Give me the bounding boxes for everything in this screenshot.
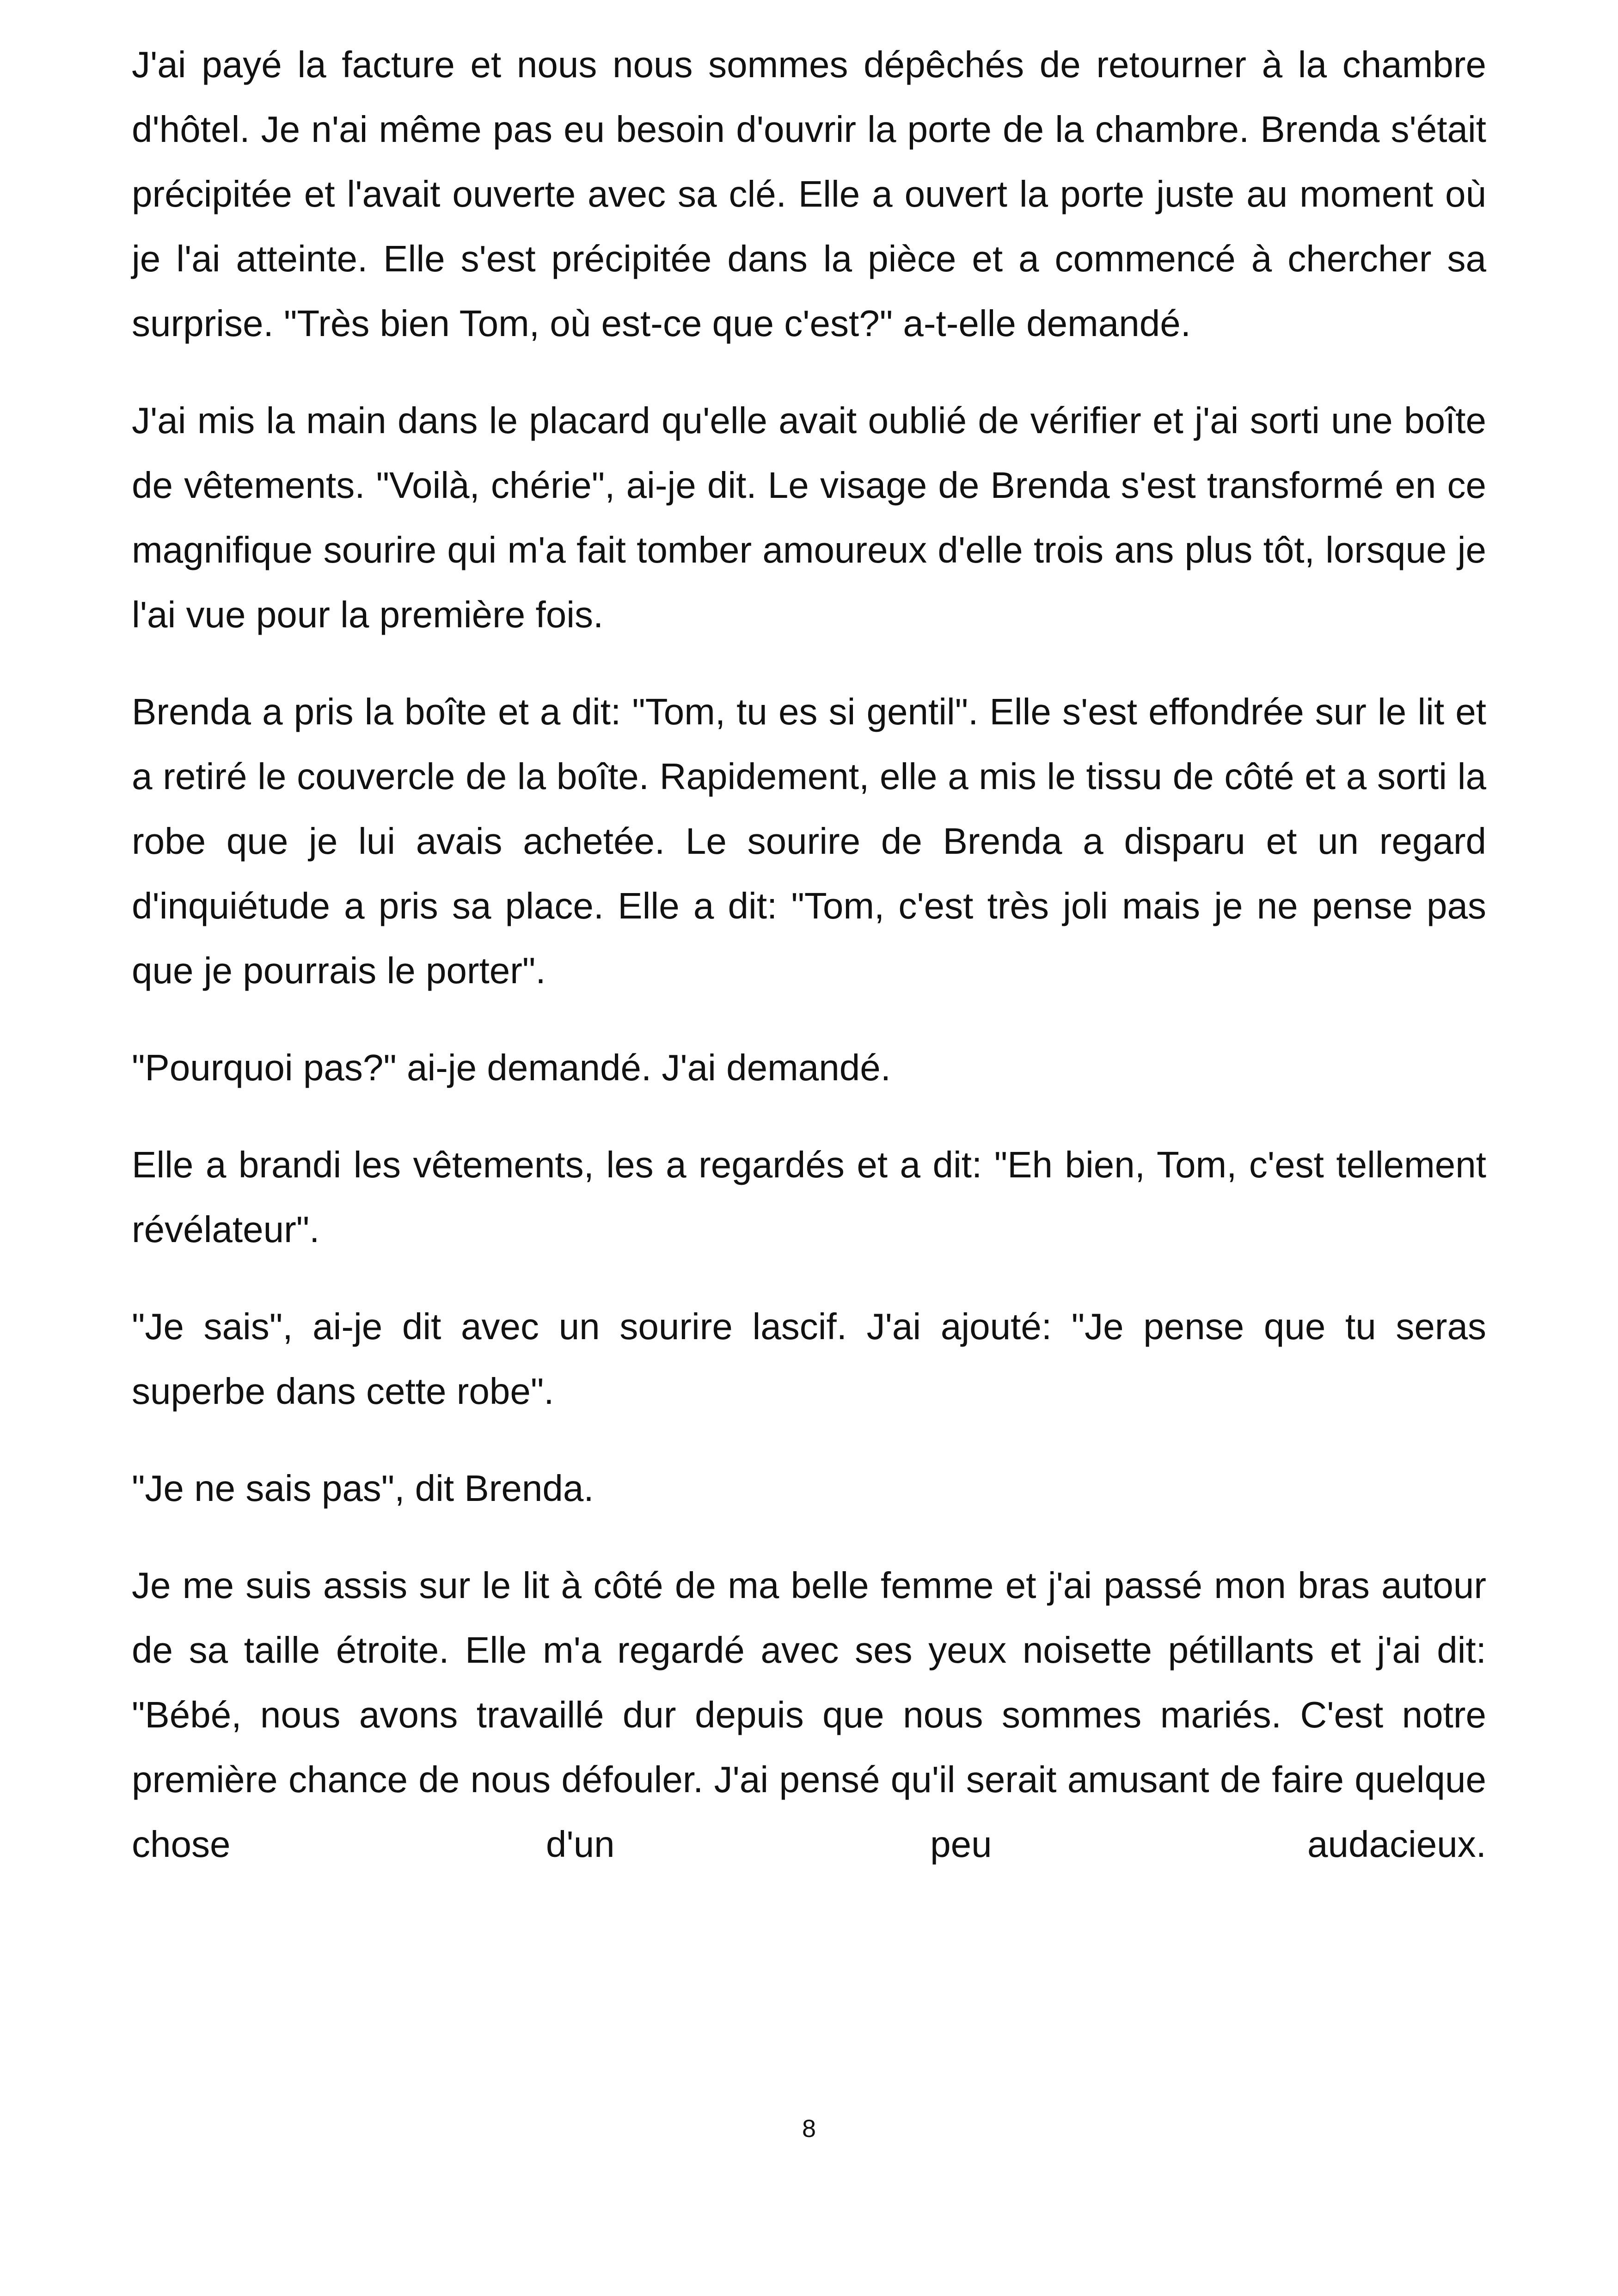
paragraph-2: J'ai mis la main dans le placard qu'elle avait oublié de vérifier et j'ai sorti une boîte de vêtements. "Voilà, chérie", ai-je dit. Le visage de Brenda s'est transformé en ce magnifique sourire qui m'a fait tomber amoureux d'elle trois ans plus tôt, lorsque je l'ai vue pour la première fois. — [132, 400, 1486, 635]
paragraph-4: "Pourquoi pas?" ai-je demandé. J'ai demandé. — [132, 1047, 891, 1088]
paragraph-6: "Je sais", ai-je dit avec un sourire lascif. J'ai ajouté: "Je pense que tu seras superbe dans cette robe". — [132, 1306, 1486, 1412]
paragraph-3: Brenda a pris la boîte et a dit: "Tom, tu es si gentil". Elle s'est effondrée sur le lit et a retiré le couvercle de la boîte. Rapidement, elle a mis le tissu de côté et a sorti la robe que je lui avais achetée. Le sourire de Brenda a disparu et un regard d'inquiétude a pris sa place. Elle a dit: "Tom, c'est très joli mais je ne pense pas que je pourrais le porter". — [132, 691, 1486, 991]
paragraph-5: Elle a brandi les vêtements, les a regardés et a dit: "Eh bien, Tom, c'est tellement révélateur". — [132, 1144, 1486, 1250]
page-number: 8 — [802, 2115, 816, 2143]
paragraph-1: J'ai payé la facture et nous nous sommes dépêchés de retourner à la chambre d'hôtel. Je n'ai même pas eu besoin d'ouvrir la porte de la chambre. Brenda s'était précipitée et l'avait ouverte avec sa clé. Elle a ouvert la porte juste au moment où je l'ai atteinte. Elle s'est précipitée dans la pièce et a commencé à chercher sa surprise. "Très bien Tom, où est-ce que c'est?" a-t-elle demandé. — [132, 44, 1486, 344]
paragraph-7: "Je ne sais pas", dit Brenda. — [132, 1468, 594, 1509]
body-text — [132, 32, 1486, 1909]
paragraph-8: Je me suis assis sur le lit à côté de ma belle femme et j'ai passé mon bras autour de sa taille étroite. Elle m'a regardé avec ses yeux noisette pétillants et j'ai dit: "Bébé, nous avons travaillé dur depuis que nous sommes mariés. C'est notre première chance de nous défouler. J'ai pensé qu'il serait amusant de faire quelque chose d'un peu audacieux. — [132, 1565, 1486, 1865]
